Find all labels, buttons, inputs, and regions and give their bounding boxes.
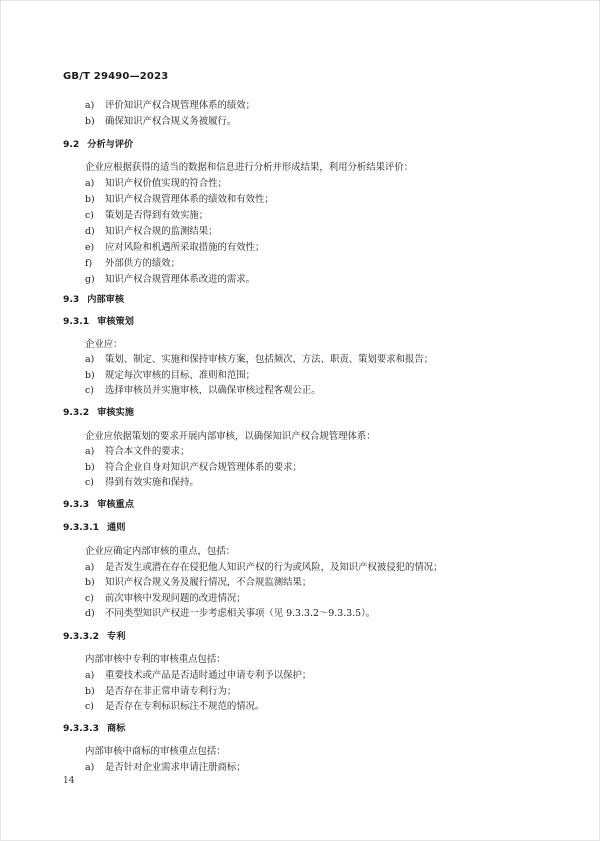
section-number: 9.3	[63, 294, 80, 305]
item-text: 知识产权合规义务及履行情况，不合规监测结果；	[105, 577, 312, 588]
list-item	[85, 593, 246, 605]
item-text: 知识产权合规管理体系改进的需求。	[105, 274, 256, 285]
list-item	[85, 274, 255, 286]
item-text: 选择审核员并实施审核，以确保审核过程客观公正。	[105, 385, 321, 396]
item-text: 符合企业自身对知识产权合规管理体系的要求；	[105, 462, 302, 473]
section-heading-9-3-3-2	[63, 631, 125, 643]
item-label: c)	[85, 593, 94, 604]
list-item	[85, 100, 255, 112]
section-heading-9-3-2	[63, 407, 134, 419]
item-label: a)	[85, 562, 95, 573]
item-text: 评价知识产权合规管理体系的绩效；	[105, 100, 256, 111]
item-text: 知识产权合规的监测结果；	[105, 226, 218, 237]
item-text: 是否存在专利标识标注不规范的情况。	[105, 701, 265, 712]
item-label: b)	[85, 686, 95, 697]
section-title: 商标	[107, 723, 126, 734]
section-title: 审核实施	[97, 407, 134, 418]
section-title: 专利	[107, 631, 126, 642]
item-label: e)	[85, 242, 95, 253]
item-text: 得到有效实施和保持。	[105, 477, 199, 488]
section-number: 9.3.3.3	[63, 723, 100, 734]
list-item	[85, 701, 264, 713]
section-title: 审核策划	[97, 316, 134, 327]
item-text: 重要技术或产品是否适时通过申请专利予以保护；	[105, 670, 312, 681]
item-label: b)	[85, 462, 95, 473]
section-number: 9.3.3	[63, 499, 90, 510]
section-intro: 企业应根据获得的适当的数据和信息进行分析并形成结果，利用分析结果评价：	[85, 162, 414, 173]
item-label: d)	[85, 608, 95, 619]
section-intro: 企业应依据策划的要求开展内部审核，以确保知识产权合规管理体系：	[85, 431, 376, 442]
section-intro: 企业应确定内部审核的重点，包括：	[85, 546, 236, 557]
list-item	[85, 686, 236, 698]
list-item	[85, 385, 321, 397]
section-title: 分析与评价	[87, 139, 134, 150]
item-text: 是否发生或潜在存在侵犯他人知识产权的行为或风险，及知识产权被侵犯的情况；	[105, 562, 443, 573]
item-label: d)	[85, 226, 95, 237]
list-item	[85, 462, 302, 474]
section-heading-9-3-3-1	[63, 522, 125, 534]
list-item	[85, 258, 180, 270]
item-label: c)	[85, 210, 94, 221]
list-item	[85, 354, 433, 366]
section-title: 通则	[107, 522, 126, 533]
section-intro: 内部审核中商标的审核重点包括：	[85, 746, 226, 757]
item-text: 规定每次审核的目标、准则和范围；	[105, 370, 256, 381]
list-item	[85, 762, 246, 774]
section-heading-9-3-3-3	[63, 723, 125, 735]
item-label: a)	[85, 762, 95, 773]
item-text: 外部供方的绩效；	[105, 258, 181, 269]
item-label: a)	[85, 670, 95, 681]
item-label: f)	[85, 258, 93, 269]
section-title: 审核重点	[97, 499, 134, 510]
section-number: 9.3.1	[63, 316, 90, 327]
item-label: b)	[85, 577, 95, 588]
list-item	[85, 577, 311, 589]
section-title: 内部审核	[87, 294, 125, 305]
item-label: b)	[85, 370, 95, 381]
item-label: a)	[85, 178, 95, 189]
item-text: 知识产权合规管理体系的绩效和有效性；	[105, 194, 274, 205]
item-label: b)	[85, 116, 95, 127]
item-text: 应对风险和机遇所采取措施的有效性；	[105, 242, 265, 253]
item-text: 是否存在非正常申请专利行为；	[105, 686, 237, 697]
list-item	[85, 116, 236, 128]
section-intro: 企业应：	[85, 339, 123, 350]
item-label: a)	[85, 446, 95, 457]
item-text: 不同类型知识产权进一步考虑相关事项（见 9.3.3.2～9.3.3.5）。	[105, 608, 376, 619]
list-item	[85, 226, 218, 238]
item-text: 是否针对企业需求申请注册商标；	[105, 762, 246, 773]
item-text: 确保知识产权合规义务被履行。	[105, 116, 237, 127]
section-number: 9.3.3.2	[63, 631, 100, 642]
list-item	[85, 562, 443, 574]
list-item	[85, 446, 189, 458]
item-label: a)	[85, 100, 95, 111]
item-label: a)	[85, 354, 95, 365]
section-number: 9.3.3.1	[63, 522, 100, 533]
list-item	[85, 178, 227, 190]
list-item	[85, 370, 255, 382]
list-item	[85, 608, 375, 620]
item-text: 符合本文件的要求；	[105, 446, 190, 457]
standard-code: GB/T 29490—2023	[63, 71, 169, 82]
list-item	[85, 670, 311, 682]
item-label: b)	[85, 194, 95, 205]
section-number: 9.2	[63, 139, 80, 150]
section-heading-9-3-1	[63, 316, 134, 328]
page-number: 14	[63, 776, 75, 786]
list-item	[85, 194, 274, 206]
item-text: 知识产权价值实现的符合性；	[105, 178, 227, 189]
item-text: 策划是否得到有效实施；	[105, 210, 209, 221]
section-heading-9-3	[63, 294, 124, 306]
section-heading-9-2	[63, 139, 133, 151]
section-intro: 内部审核中专利的审核重点包括：	[85, 654, 226, 665]
section-number: 9.3.2	[63, 407, 90, 418]
item-text: 策划、制定、实施和保持审核方案，包括频次、方法、职责、策划要求和报告；	[105, 354, 434, 365]
item-text: 前次审核中发现问题的改进情况；	[105, 593, 246, 604]
list-item	[85, 477, 199, 489]
item-label: c)	[85, 385, 94, 396]
list-item	[85, 242, 264, 254]
item-label: g)	[85, 274, 95, 285]
item-label: c)	[85, 701, 94, 712]
item-label: c)	[85, 477, 94, 488]
list-item	[85, 210, 208, 222]
section-heading-9-3-3	[63, 499, 134, 511]
